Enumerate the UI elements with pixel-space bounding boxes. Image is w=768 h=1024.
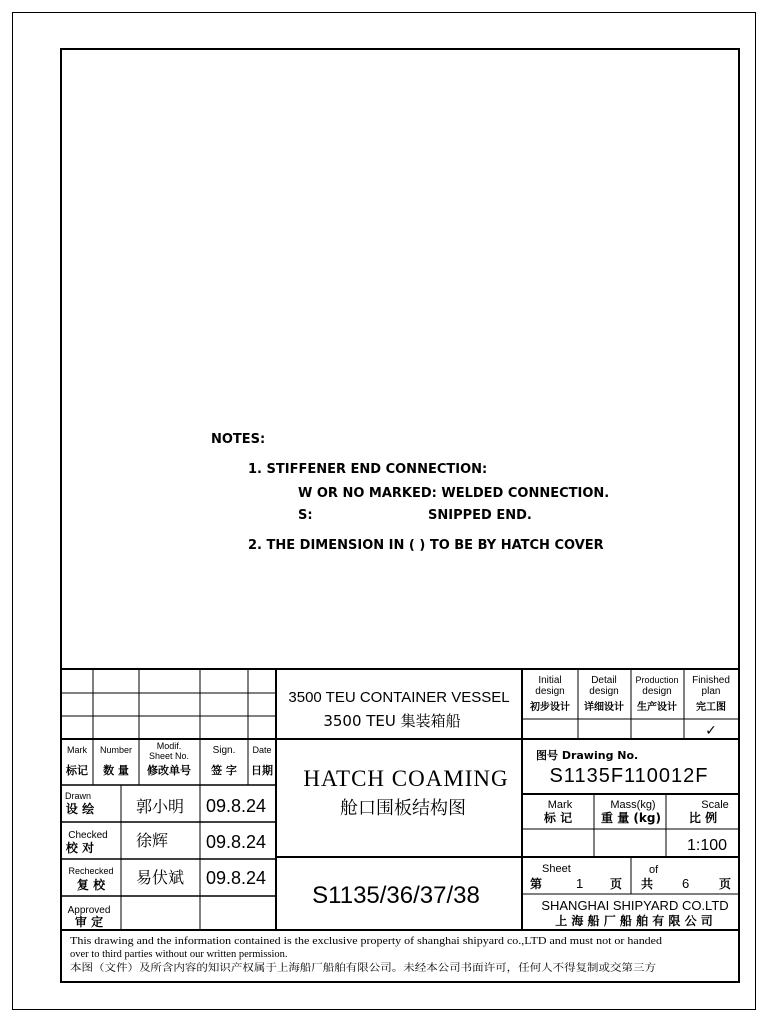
stage-finished-en2: plan xyxy=(701,686,721,697)
stage-detail-en1: Detail xyxy=(591,675,617,686)
mark-label-en: Mark xyxy=(547,799,573,811)
stage-detail-cn: 详细设计 xyxy=(584,702,624,713)
checked-role-cn: 校 对 xyxy=(65,841,95,855)
footer-line-1: This drawing and the information contained is the exclusive property of shanghai shipyard co.,LTD and must not or handed xyxy=(70,936,663,947)
checked-role-en: Checked xyxy=(68,830,108,841)
stage-finished-cn: 完工图 xyxy=(696,702,726,713)
drawing-no-label: 图号 Drawing No. xyxy=(536,749,639,762)
note-2: 2. THE DIMENSION IN ( ) TO BE BY HATCH COVER xyxy=(248,538,604,553)
rechecked-date: 09.8.24 xyxy=(205,868,267,888)
company-name-en: SHANGHAI SHIPYARD CO.LTD xyxy=(541,898,729,913)
header-mark-cn: 标记 xyxy=(66,764,88,777)
footer-line-2: over to third parties without our written permission. xyxy=(70,949,288,960)
drawing-number: S1135F110012F xyxy=(549,765,709,787)
scale-label-cn: 比 例 xyxy=(688,811,718,825)
note-1-title: 1. STIFFENER END CONNECTION: xyxy=(248,462,488,477)
header-modif-en2: Sheet No. xyxy=(148,751,190,761)
sheet-suffix: 页 xyxy=(610,877,623,891)
drawn-role-en: Drawn xyxy=(64,791,92,801)
note-1-line-2-key: S: xyxy=(298,508,313,523)
stage-finished-en1: Finished xyxy=(692,675,730,686)
stage-production-cn: 生产设计 xyxy=(637,702,677,713)
header-sign-cn: 签 字 xyxy=(211,764,237,777)
approved-role-en: Approved xyxy=(67,905,111,916)
rechecked-name: 易伏斌 xyxy=(135,868,185,887)
header-date-cn: 日期 xyxy=(251,764,273,777)
header-modif-cn: 修改单号 xyxy=(147,764,191,777)
mark-label-cn: 标 记 xyxy=(543,811,573,825)
note-1-line-2-value: SNIPPED END. xyxy=(428,508,532,523)
notes-heading: NOTES: xyxy=(211,432,266,447)
stage-initial-en1: Initial xyxy=(538,675,562,686)
drawn-name: 郭小明 xyxy=(135,797,185,816)
revision-headers xyxy=(65,741,273,777)
sheet-prefix: 第 xyxy=(530,877,543,891)
of-label: of xyxy=(649,864,659,876)
stage-production-en1: Production xyxy=(635,675,679,685)
signature-rows xyxy=(65,791,266,929)
approved-role-cn: 审 定 xyxy=(74,915,104,929)
header-mark-en: Mark xyxy=(67,745,87,755)
header-modif-en1: Modif. xyxy=(156,741,182,751)
total-prefix: 共 xyxy=(641,877,654,891)
drawn-date: 09.8.24 xyxy=(205,796,267,816)
drawing-title-cn: 舱口围板结构图 xyxy=(340,798,466,819)
header-sign-en: Sign. xyxy=(212,745,236,756)
total-suffix: 页 xyxy=(719,877,732,891)
drawing-title-en: HATCH COAMING xyxy=(303,766,509,791)
stage-initial-en2: design xyxy=(535,686,565,697)
mass-label-cn: 重 量 (kg) xyxy=(601,811,661,825)
header-number-en: Number xyxy=(99,745,133,755)
sheet-label: Sheet xyxy=(542,863,571,875)
footer-line-3: 本图（文件）及所含内容的知识产权属于上海船厂船舶有限公司。未经本公司书面许可，任何人不得复制或交第三方 xyxy=(70,963,580,974)
drawn-role-cn: 设 绘 xyxy=(65,802,95,816)
note-1-line-1: W OR NO MARKED: WELDED CONNECTION. xyxy=(298,486,610,501)
scale-label-en: Scale xyxy=(701,799,729,811)
project-name-en: 3500 TEU CONTAINER VESSEL xyxy=(288,689,510,706)
header-date-en: Date xyxy=(252,745,272,755)
header-number-cn: 数 量 xyxy=(103,764,129,777)
checked-name: 徐辉 xyxy=(135,831,169,850)
scale-value: 1:100 xyxy=(686,837,728,854)
stage-check-mark: ✓ xyxy=(705,723,717,739)
sheet-number: 1 xyxy=(576,876,584,891)
mark-mass-scale xyxy=(543,799,729,854)
stage-initial-cn: 初步设计 xyxy=(530,702,570,713)
rechecked-role-cn: 复 校 xyxy=(76,878,106,892)
design-stages xyxy=(529,675,730,713)
stage-detail-en2: design xyxy=(589,686,619,697)
checked-date: 09.8.24 xyxy=(205,832,267,852)
project-name-cn: 3500 TEU 集装箱船 xyxy=(323,712,461,730)
stage-production-en2: design xyxy=(642,686,672,697)
total-sheets: 6 xyxy=(682,876,690,891)
company-name-cn: 上 海 船 厂 船 舶 有 限 公 司 xyxy=(555,914,713,928)
mass-label-en: Mass(kg) xyxy=(610,799,656,811)
hull-numbers: S1135/36/37/38 xyxy=(312,882,480,909)
rechecked-role-en: Rechecked xyxy=(68,866,114,876)
